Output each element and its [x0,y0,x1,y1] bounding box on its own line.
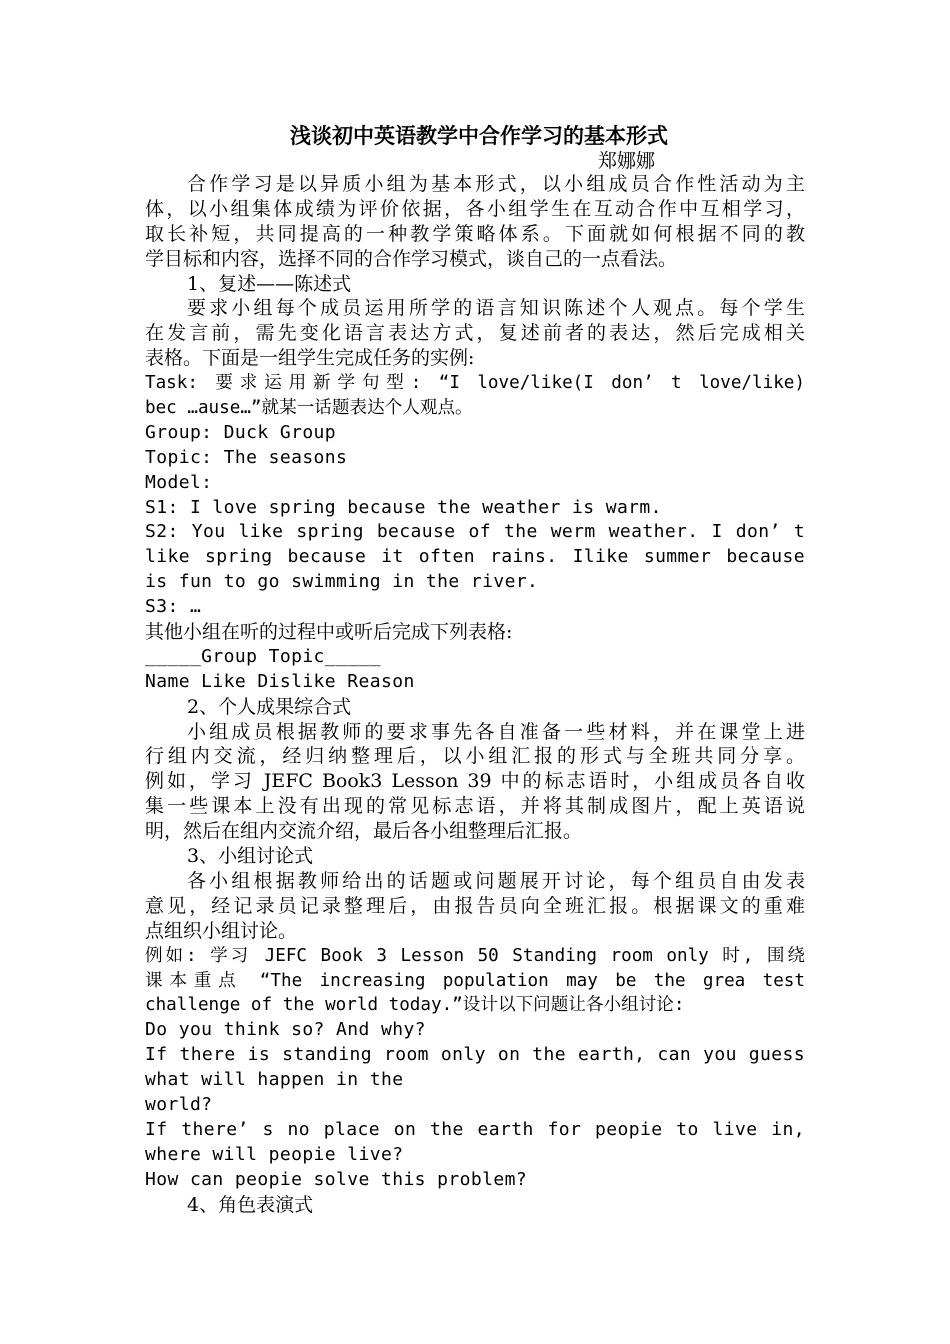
text-line: 课本重点 “The increasing population may be the grea test [145,970,805,991]
text-line: like spring because it often rains. Ilike summer because [145,546,805,568]
text-line: S1: I love spring because the weather is warm. [145,496,662,518]
text-line: Do you think so? And why? [145,1019,426,1041]
text-line: Model: [145,471,213,493]
document-body [145,172,805,1217]
text-line: Name Like Dislike Reason [145,670,415,692]
text-line: How can peopie solve this problem? [145,1168,528,1190]
text-line: 小组成员根据教师的要求事先各自准备一些材料，并在课堂上进 [187,720,805,743]
document-page [145,122,805,1217]
text-line: 要求小组每个成员运用所学的语言知识陈述个人观点。每个学生 [187,297,805,320]
text-line: 体，以小组集体成绩为评价依据，各小组学生在互动合作中互相学习， [145,197,805,220]
text-line: 表格。下面是一组学生完成任务的实例: [145,347,475,370]
text-line: Group: Duck Group [145,421,337,443]
text-line: 合作学习是以异质小组为基本形式，以小组成员合作性活动为主 [187,173,805,195]
text-line: S3: … [145,596,202,618]
text-line: where will peopie live? [145,1143,404,1165]
text-line: 行组内交流，经归纳整理后，以小组汇报的形式与全班共同分享。 [145,745,805,768]
text-line: If there is standing room only on the earth, can you guess [145,1044,805,1066]
text-line: _____Group Topic_____ [145,645,381,667]
text-line: 其他小组在听的过程中或听后完成下列表格: [145,621,513,644]
text-line: Topic: The seasons [145,446,348,468]
text-line: 在发言前，需先变化语言表达方式，复述前者的表达，然后完成相关 [145,322,805,345]
text-line: 意见，经记录员记录整理后，由报告员向全班汇报。根据课文的重难 [145,894,805,917]
text-line: 1、复述——陈述式 [187,272,352,295]
text-line: 取长补短，共同提高的一种教学策略体系。下面就如何根据不同的教 [145,222,805,245]
text-line: bec …ause…”就某一话题表达个人观点。 [145,398,473,419]
text-line: S2: You like spring because of the werm weather. I don’ t [145,521,805,543]
text-line: 各小组根据教师给出的话题或问题展开讨论，每个组员自由发表 [187,869,805,892]
text-line: 点组织小组讨论。 [145,919,298,942]
text-line: 例如: 学习 JEFC Book 3 Lesson 50 Standing room only 时, 围绕 [145,945,805,966]
text-line: world? [145,1093,213,1115]
text-line: 4、角色表演式 [187,1193,314,1216]
text-line: 例如，学习 JEFC Book3 Lesson 39 中的标志语时，小组成员各自收 [145,770,805,793]
text-line: is fun to go swimming in the river. [145,571,539,593]
document-author: 郑娜娜 [597,150,655,172]
text-line: 3、小组讨论式 [187,845,314,868]
document-title: 浅谈初中英语教学中合作学习的基本形式 [290,124,668,148]
text-line: 明，然后在组内交流介绍，最后各小组整理后汇报。 [145,820,583,843]
text-line: 2、个人成果综合式 [187,695,352,718]
text-line: If there’ s no place on the earth for peopie to live in, [145,1118,805,1140]
text-line: what will happen in the [145,1069,404,1091]
text-line: 集一些课本上没有出现的常见标志语，并将其制成图片，配上英语说 [145,795,805,818]
text-line: Task: 要求运用新学句型: “I love/like(I don’ t love/like) [145,373,805,394]
text-line: 学目标和内容，选择不同的合作学习模式，谈自己的一点看法。 [145,247,678,270]
text-line: challenge of the world today.”设计以下问题让各小组讨论: [145,995,685,1016]
